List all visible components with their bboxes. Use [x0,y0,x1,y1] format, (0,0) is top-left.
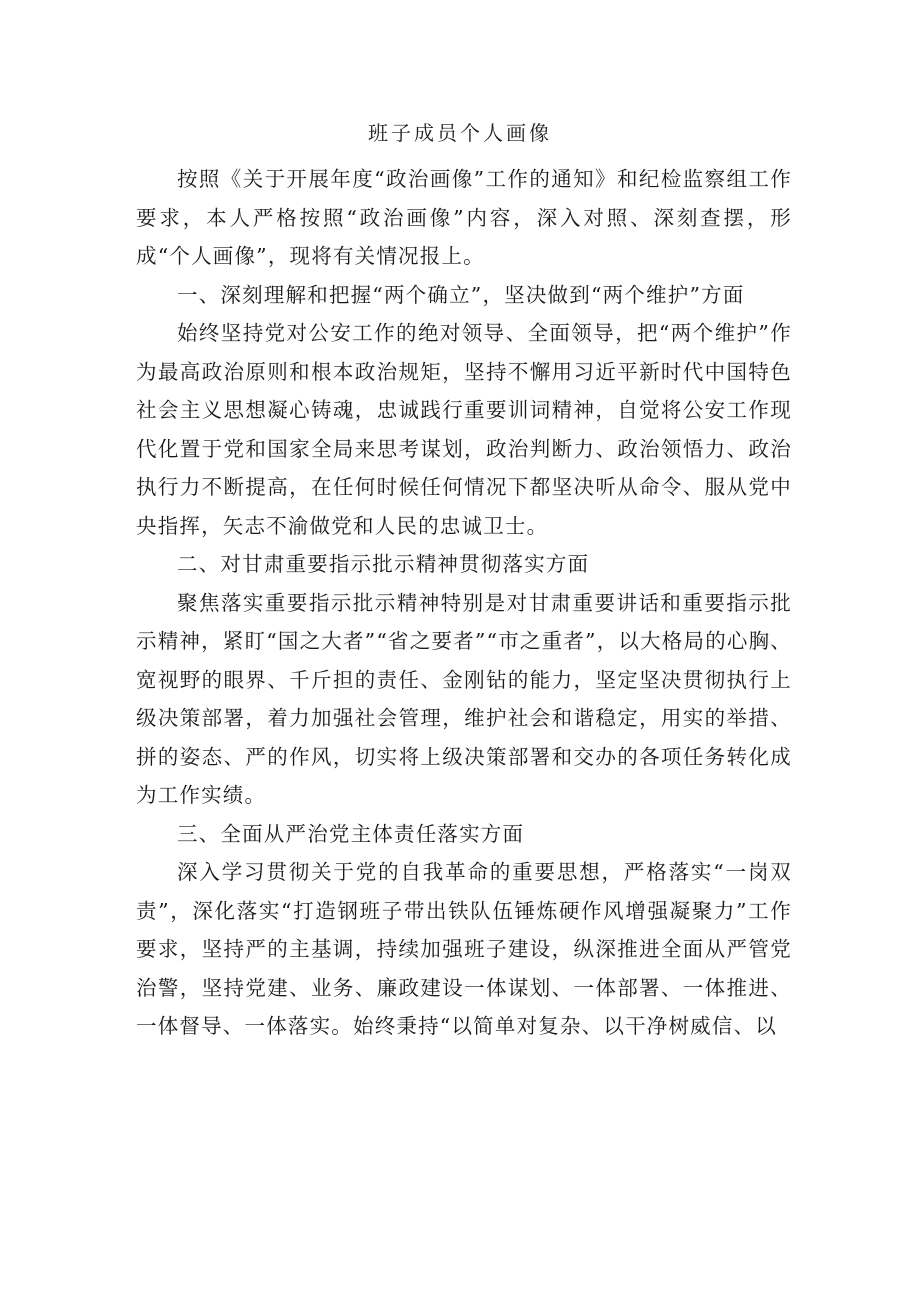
section-body-2: 聚焦落实重要指示批示精神特别是对甘肃重要讲话和重要指示批示精神，紧盯“国之大者”“省之要者”“市之重者”，以大格局的心胸、宽视野的眼界、千斤担的责任、金刚钻的能力，坚定坚决贯彻执行上级决策部署，着力加强社会管理，维护社会和谐稳定，用实的举措、拼的姿态、严的作风，切实将上级决策部署和交办的各项任务转化成为工作实绩。 [136,590,792,807]
section-body-1: 始终坚持党对公安工作的绝对领导、全面领导，把“两个维护”作为最高政治原则和根本政治规矩，坚持不懈用习近平新时代中国特色社会主义思想凝心铸魂，忠诚践行重要训词精神，自觉将公安工作现代化置于党和国家全局来思考谋划，政治判断力、政治领悟力、政治执行力不断提高，在任何时候任何情况下都坚决听从命令、服从党中央指挥，矢志不渝做党和人民的忠诚卫士。 [136,321,792,538]
document-title: 班子成员个人画像 [368,121,552,145]
document-body [136,160,792,1046]
section-heading-3: 三、全面从严治党主体责任落实方面 [177,821,525,846]
intro-paragraph: 按照《关于开展年度“政治画像”工作的通知》和纪检监察组工作要求，本人严格按照“政治画像”内容，深入对照、深刻查摆，形成“个人画像”，现将有关情况报上。 [136,167,792,268]
section-heading-2: 二、对甘肃重要指示批示精神贯彻落实方面 [177,552,590,576]
section-heading-1: 一、深刻理解和把握“两个确立”，坚决做到“两个维护”方面 [177,282,745,307]
section-body-3: 深入学习贯彻关于党的自我革命的重要思想，严格落实“一岗双责”，深化落实“打造钢班子带出铁队伍锤炼硬作风增强凝聚力”工作要求，坚持严的主基调，持续加强班子建设，纵深推进全面从严管党治警，坚持党建、业务、廉政建设一体谋划、一体部署、一体推进、一体督导、一体落实。始终秉持“以简单对复杂、以干净树威信、以 [136,860,792,1038]
